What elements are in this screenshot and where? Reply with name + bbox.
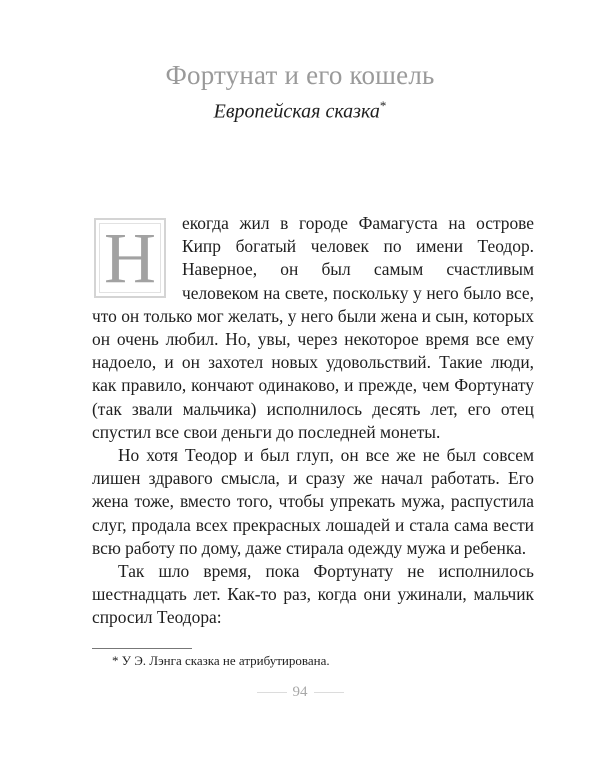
paragraph-1-text: екогда жил в городе Фамагуста на острове Кипр богатый человек по имени Теодор. Наверное, он был самым счастливым человеком на свете, поскольку у него было все, что он только мог желать, у него были жена и сын, которых он очень любил. Но, увы, через некоторое время все ему надоело, и он захотел новых удовольствий. Такие люди, как правило, кончают одинаково, и прежде, чем Фортунату (так звали мальчика) исполнилось десять лет, его отец спустил все свои деньги до последней монеты. xyxy=(92,213,534,442)
footnote-marker: * xyxy=(379,98,387,113)
page-number-rule-right xyxy=(314,692,344,693)
subtitle-text: Европейская сказка xyxy=(213,100,380,123)
chapter-title: Фортунат и его кошель xyxy=(165,60,435,90)
drop-cap-letter: Н xyxy=(104,218,156,298)
paragraph-3: Так шло время, пока Фортунату не исполнилось шестнадцать лет. Как-то раз, когда они ужинали, мальчик спросил Теодора: xyxy=(92,561,534,628)
page-number-rule-left xyxy=(257,692,287,693)
paragraph-2: Но хотя Теодор и был глуп, он все же не был совсем лишен здравого смысла, и сразу же начал работать. Его жена тоже, вместо того, чтобы упрекать мужа, распустила слуг, продала всех прекрасных лошадей и стала сама вести всю работу по дому, даже стирала одежду мужа и ребенка. xyxy=(92,445,534,558)
footnote-divider xyxy=(92,648,192,649)
page-number-block xyxy=(0,684,600,701)
page-number: 94 xyxy=(292,684,308,700)
paragraph-1 xyxy=(92,212,534,444)
footnote: * У Э. Лэнга сказка не атрибутирована. xyxy=(112,653,330,668)
drop-cap xyxy=(94,218,166,298)
body-text xyxy=(92,212,534,630)
chapter-subtitle xyxy=(0,98,600,124)
